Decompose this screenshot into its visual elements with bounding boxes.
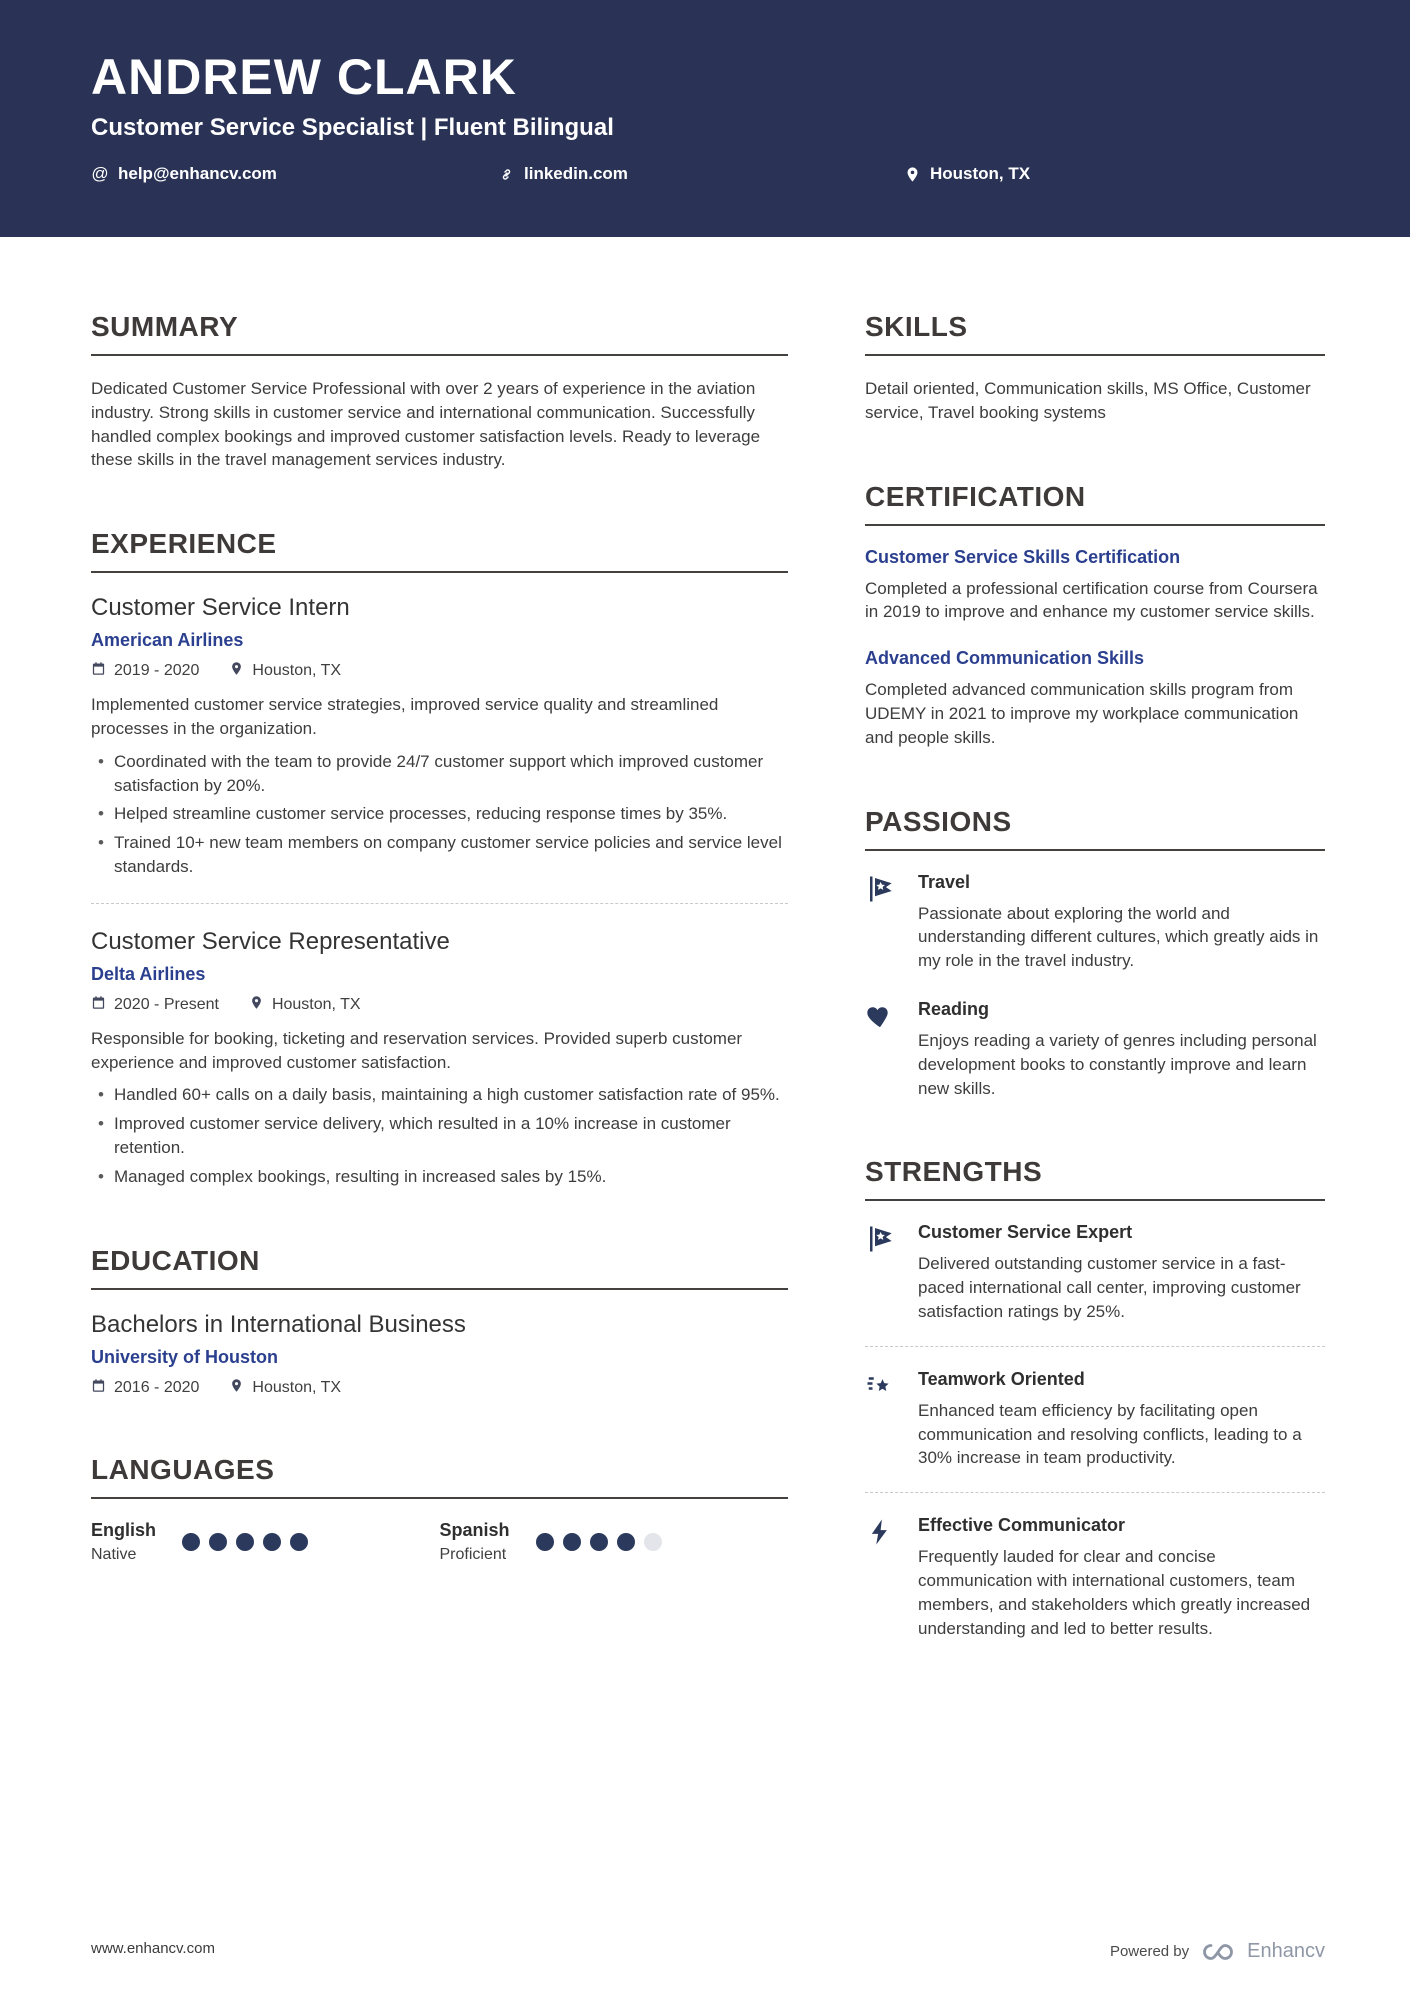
skills-heading: SKILLS: [865, 311, 1325, 356]
languages-row: [91, 1520, 788, 1564]
language-dots: [182, 1533, 308, 1551]
strength-content: [918, 1369, 1325, 1470]
divider: [865, 1492, 1325, 1493]
language-name: English: [91, 1519, 157, 1540]
proficiency-dot: [182, 1533, 200, 1551]
passion-content: [918, 872, 1325, 973]
certification-title: Customer Service Skills Certification: [865, 546, 1181, 567]
person-name: ANDREW CLARK: [91, 49, 517, 105]
job-meta: [91, 995, 788, 1015]
education-location: [229, 1378, 341, 1398]
bullet: • Coordinated with the team to provide 24/7 customer support which improved customer satisfaction by 20%.: [91, 750, 788, 798]
pin-icon: [249, 995, 264, 1015]
contact-email[interactable]: [91, 164, 497, 184]
proficiency-dot: [590, 1533, 608, 1551]
strengths-heading: STRENGTHS: [865, 1156, 1325, 1201]
header: [0, 0, 1410, 237]
passions-heading: PASSIONS: [865, 806, 1325, 851]
linkedin-text: linkedin.com: [524, 164, 628, 183]
brand-name: Enhancv: [1247, 1940, 1325, 1962]
calendar-icon: [91, 995, 106, 1015]
location-text: Houston, TX: [930, 164, 1031, 183]
job-headline: Customer Service Specialist | Fluent Bilingual: [91, 114, 614, 141]
lightning-icon: [865, 1515, 901, 1640]
skills-text: Detail oriented, Communication skills, MS Office, Customer service, Travel booking systems: [865, 379, 1311, 422]
strength-item: [865, 1369, 1325, 1470]
right-column: [865, 311, 1325, 1696]
passion-item: [865, 999, 1325, 1100]
proficiency-dot: [536, 1533, 554, 1551]
language-labels: [440, 1520, 510, 1564]
degree-title: Bachelors in International Business: [91, 1310, 466, 1338]
education-meta: [91, 1378, 788, 1398]
location-text: Houston, TX: [252, 662, 342, 680]
proficiency-dot: [263, 1533, 281, 1551]
language-item: [91, 1520, 440, 1564]
footer-site-link[interactable]: www.enhancv.com: [91, 1940, 215, 1957]
resume-body: [0, 237, 1410, 1696]
job-description: Implemented customer service strategies, improved service quality and streamlined processes in the organization.: [91, 695, 719, 738]
strength-item: [865, 1515, 1325, 1640]
contact-location: [903, 164, 1030, 184]
divider: [91, 903, 788, 904]
languages-section: [91, 1454, 788, 1564]
bullet: • Managed complex bookings, resulting in increased sales by 15%.: [91, 1165, 788, 1189]
job-dates: [91, 661, 199, 681]
summary-heading: SUMMARY: [91, 311, 788, 356]
calendar-icon: [91, 661, 106, 681]
job-bullets: [91, 750, 788, 879]
education-dates: [91, 1378, 199, 1398]
heart-icon: [865, 999, 901, 1100]
passion-title: Reading: [918, 998, 990, 1019]
certification-item: [865, 648, 1325, 749]
contact-row: [91, 164, 1319, 184]
certification-heading: CERTIFICATION: [865, 481, 1325, 526]
strength-text: Enhanced team efficiency by facilitating open communication and resolving conflicts, leading to a 30% increase in team productivity.: [918, 1400, 1302, 1468]
job-location: [229, 661, 341, 681]
language-level: Native: [91, 1545, 137, 1563]
dates-text: 2019 - 2020: [114, 662, 200, 680]
job-meta: [91, 661, 788, 681]
passion-item: [865, 872, 1325, 973]
strength-content: [918, 1515, 1325, 1640]
language-labels: [91, 1520, 156, 1564]
job-entry: [91, 928, 788, 1189]
job-title: Customer Service Representative: [91, 927, 450, 955]
summary-section: [91, 311, 788, 472]
enhancv-logo-icon: [1200, 1941, 1236, 1963]
certification-text: Completed a professional certification course from Coursera in 2019 to improve and enhance my customer service skills.: [865, 578, 1318, 622]
pin-icon: [229, 1378, 244, 1398]
link-icon: [497, 165, 515, 183]
proficiency-dot: [209, 1533, 227, 1551]
dates-text: 2016 - 2020: [114, 1378, 200, 1396]
strength-text: Frequently lauded for clear and concise communication with international customers, team members, and stakeholders which greatly increased understanding and led to better results.: [918, 1547, 1311, 1638]
languages-heading: LANGUAGES: [91, 1454, 788, 1499]
strength-content: [918, 1222, 1325, 1323]
strength-item: [865, 1222, 1325, 1323]
certification-item: [865, 547, 1325, 625]
strength-title: Effective Communicator: [918, 1515, 1126, 1536]
language-name: Spanish: [439, 1519, 510, 1540]
school-name: University of Houston: [91, 1346, 279, 1367]
company-name: Delta Airlines: [91, 963, 206, 984]
footer-branding: [1110, 1940, 1325, 1963]
company-name: American Airlines: [91, 630, 244, 651]
divider: [865, 1346, 1325, 1347]
proficiency-dot: [617, 1533, 635, 1551]
at-icon: @: [91, 164, 109, 183]
calendar-icon: [91, 1378, 106, 1398]
language-dots: [536, 1533, 662, 1551]
proficiency-dot: [236, 1533, 254, 1551]
star-flag-icon: [865, 1222, 901, 1323]
education-heading: EDUCATION: [91, 1245, 788, 1290]
education-section: [91, 1245, 788, 1398]
pin-icon: [903, 165, 921, 183]
certification-text: Completed advanced communication skills program from UDEMY in 2021 to improve my workplace communication and people skills.: [865, 680, 1299, 747]
strength-title: Teamwork Oriented: [918, 1368, 1085, 1389]
strengths-section: [865, 1156, 1325, 1640]
bullet: • Improved customer service delivery, which resulted in a 10% increase in customer retention.: [91, 1112, 788, 1160]
shooting-star-icon: [865, 1369, 901, 1470]
bullet: • Helped streamline customer service processes, reducing response times by 35%.: [91, 802, 788, 826]
job-bullets: [91, 1083, 788, 1188]
passion-text: Enjoys reading a variety of genres including personal development books to constantly improve and learn new skills.: [918, 1030, 1317, 1098]
skills-section: [865, 311, 1325, 425]
proficiency-dot: [644, 1533, 662, 1551]
passion-text: Passionate about exploring the world and understanding different cultures, which greatly aids in my role in the travel industry.: [918, 903, 1319, 971]
passion-title: Travel: [918, 871, 971, 892]
passions-section: [865, 806, 1325, 1101]
job-entry: [91, 594, 788, 879]
job-location: [249, 995, 361, 1015]
contact-linkedin[interactable]: [497, 164, 903, 184]
strength-text: Delivered outstanding customer service in a fast-paced international call center, improving customer satisfaction ratings by 25%.: [918, 1254, 1301, 1321]
proficiency-dot: [290, 1533, 308, 1551]
pin-icon: [229, 661, 244, 681]
summary-text: Dedicated Customer Service Professional with over 2 years of experience in the aviation industry. Strong skills in customer service and international communication. Successfully handled complex bookings and improved customer satisfaction levels. Ready to leverage these skills in the travel management services industry.: [91, 379, 761, 470]
passion-content: [918, 999, 1325, 1100]
language-item: [440, 1520, 789, 1564]
left-column: [91, 311, 788, 1696]
job-description: Responsible for booking, ticketing and reservation services. Provided superb customer experience and improved customer satisfaction.: [91, 1028, 743, 1072]
certification-section: [865, 481, 1325, 750]
job-dates: [91, 995, 219, 1015]
certification-title: Advanced Communication Skills: [865, 648, 1145, 669]
powered-by-text: Powered by: [1109, 1943, 1190, 1960]
email-text: help@enhancv.com: [118, 164, 277, 183]
proficiency-dot: [563, 1533, 581, 1551]
dates-text: 2020 - Present: [114, 995, 219, 1013]
language-level: Proficient: [439, 1545, 507, 1563]
strength-title: Customer Service Expert: [918, 1222, 1133, 1243]
bullet: • Handled 60+ calls on a daily basis, maintaining a high customer satisfaction rate of 95%.: [91, 1083, 788, 1107]
location-text: Houston, TX: [271, 995, 361, 1013]
experience-section: [91, 528, 788, 1188]
job-title: Customer Service Intern: [91, 594, 350, 622]
bullet: • Trained 10+ new team members on company customer service policies and service level standards.: [91, 831, 788, 879]
experience-heading: EXPERIENCE: [91, 528, 788, 573]
location-text: Houston, TX: [252, 1378, 342, 1396]
star-flag-icon: [865, 872, 901, 973]
